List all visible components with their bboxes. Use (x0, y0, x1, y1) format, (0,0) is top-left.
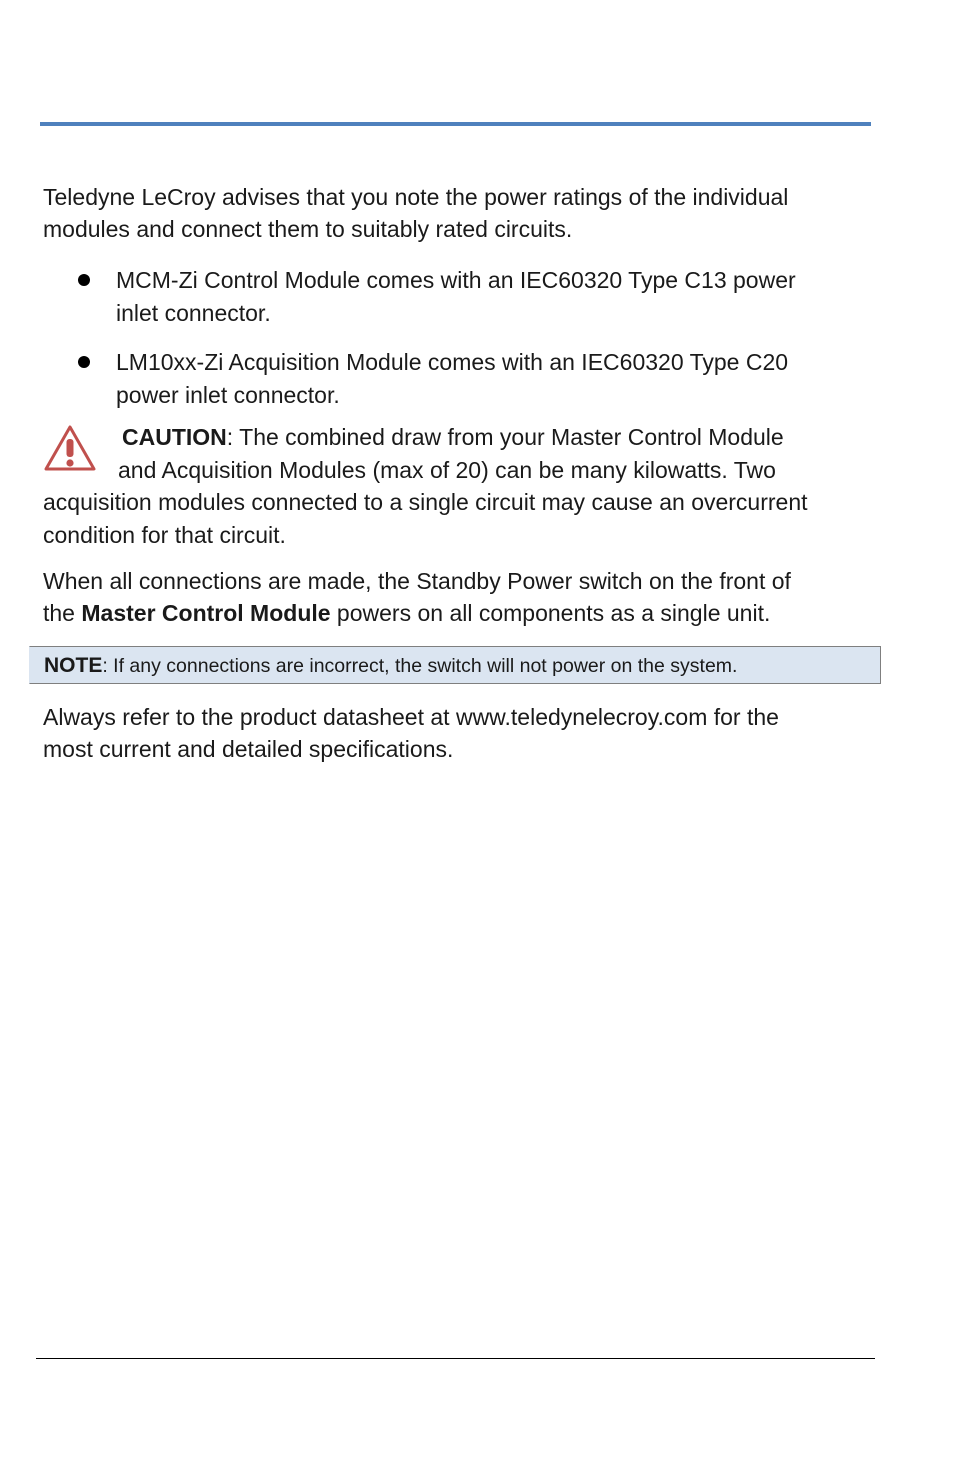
standby-line-2-post: powers on all components as a single unit. (330, 600, 771, 626)
intro-line-2: modules and connect them to suitably rated circuits. (43, 216, 573, 242)
datasheet-line-2: most current and detailed specifications. (43, 736, 454, 762)
bullet-2-line-2: power inlet connector. (116, 382, 340, 408)
header-rule (40, 122, 871, 126)
caution-line-1 (122, 421, 862, 454)
note-text (44, 653, 737, 679)
footer-rule (36, 1358, 875, 1359)
master-control-module-label: Master Control Module (81, 600, 331, 626)
note-body: : If any connections are incorrect, the switch will not power on the system. (102, 655, 738, 677)
note-label: NOTE (44, 654, 103, 677)
note-box (29, 646, 881, 684)
datasheet-line-1: Always refer to the product datasheet at www.teledynelecroy.com for the (43, 704, 779, 730)
warning-triangle-icon (43, 424, 97, 472)
caution-line-4: condition for that circuit. (43, 522, 286, 548)
bullet-1-line-2: inlet connector. (116, 300, 271, 326)
caution-line-1-text: : The combined draw from your Master Control Module (226, 424, 784, 450)
bullet-1-line-1: MCM-Zi Control Module comes with an IEC60320 Type C13 power (116, 267, 796, 293)
caution-line-3: acquisition modules connected to a single circuit may cause an overcurrent (43, 489, 808, 515)
standby-line-2 (43, 597, 863, 630)
caution-label: CAUTION (122, 424, 227, 450)
standby-line-2-pre: the (43, 600, 82, 626)
bullet-dot-icon (78, 356, 90, 368)
standby-line-1: When all connections are made, the Standby Power switch on the front of (43, 568, 791, 594)
caution-line-2: and Acquisition Modules (max of 20) can be many kilowatts. Two (118, 457, 776, 483)
bullet-dot-icon (78, 274, 90, 286)
intro-line-1: Teledyne LeCroy advises that you note the power ratings of the individual (43, 184, 789, 210)
bullet-2-line-1: LM10xx-Zi Acquisition Module comes with an IEC60320 Type C20 (116, 349, 789, 375)
